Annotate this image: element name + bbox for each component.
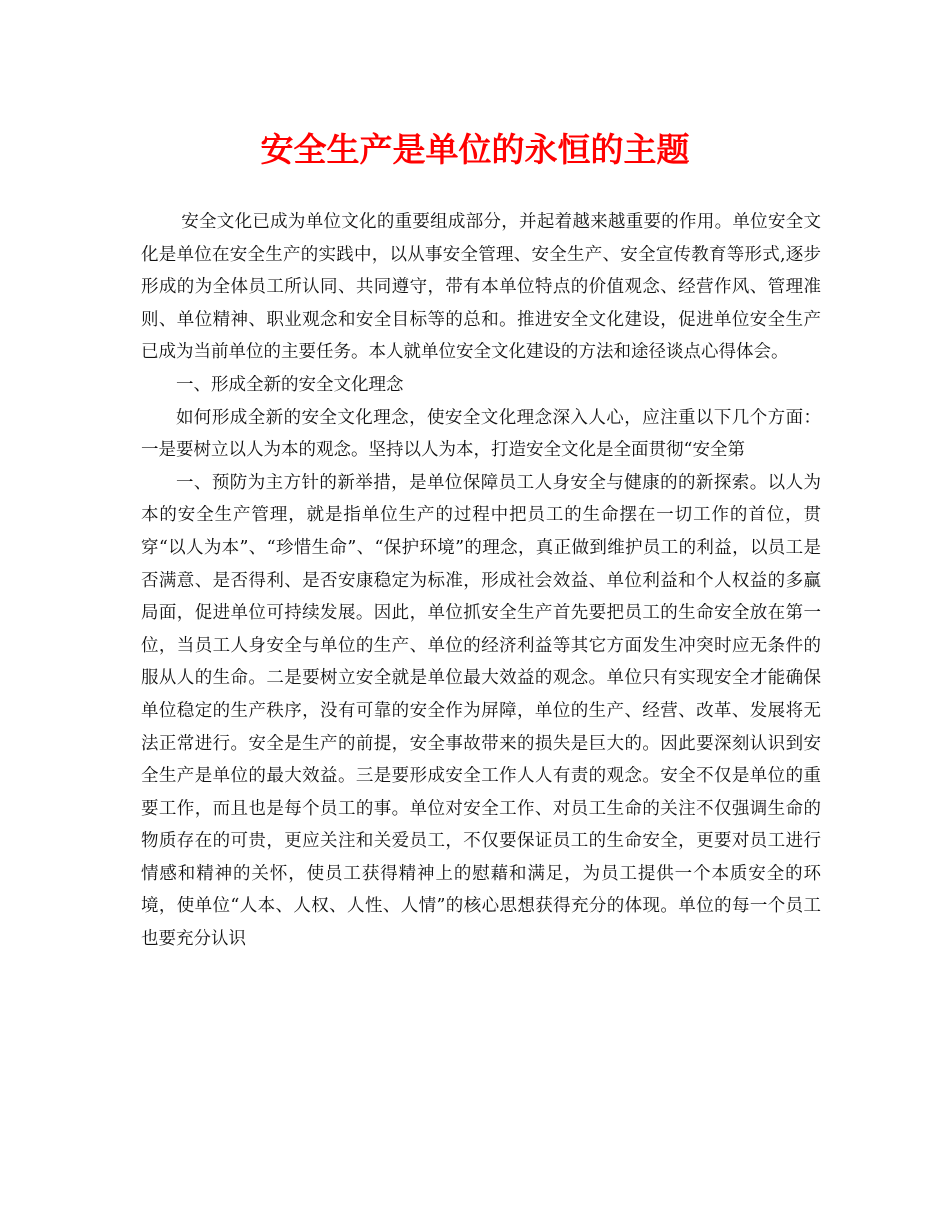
paragraph-2: 如何形成全新的安全文化理念，使安全文化理念深入人心，应注重以下几个方面：一是要树立以人为本的观念。坚持以人为本，打造安全文化是全面贯彻“安全第 [141,407,821,461]
document-title: 安全生产是单位的永恒的主题 [260,130,690,169]
section-heading-1: 一、形成全新的安全文化理念 [176,374,404,395]
paragraph-3: 一、预防为主方针的新举措，是单位保障员工人身安全与健康的的新探索。以人为本的安全生产管理，就是指单位生产的过程中把员工的生命摆在一切工作的首位，贯穿“以人为本”、“珍惜生命”、“保护环境”的理念，真正做到维护员工的利益，以员工是否满意、是否得利、是否安康稳定为标准，形成社会效益、单位利益和个人权益的多赢局面，促进单位可持续发展。因此，单位抓安全生产首先要把员工的生命安全放在第一位，当员工人身安全与单位的生产、单位的经济利益等其它方面发生冲突时应无条件的服从人的生命。二是要树立安全就是单位最大效益的观念。单位只有实现安全才能确保单位稳定的生产秩序，没有可靠的安全作为屏障，单位的生产、经营、改革、发展将无法正常进行。安全是生产的前提，安全事故带来的损失是巨大的。因此要深刻认识到安全生产是单位的最大效益。三是要形成安全工作人人有责的观念。安全不仅是单位的重要工作，而且也是每个员工的事。单位对安全工作、对员工生命的关注不仅强调生命的物质存在的可贵，更应关注和关爱员工，不仅要保证员工的生命安全，更要对员工进行情感和精神的关怀，使员工获得精神上的慰藉和满足，为员工提供一个本质安全的环境，使单位“人本、人权、人性、人情”的核心思想获得充分的体现。单位的每一个员工也要充分认识 [141,472,821,950]
paragraph-intro: 安全文化已成为单位文化的重要组成部分，并起着越来越重要的作用。单位安全文化是单位在安全生产的实践中，以从事安全管理、安全生产、安全宣传教育等形式,逐步形成的为全体员工所认同、共同遵守，带有本单位特点的价值观念、经营作风、管理准则、单位精神、职业观念和安全目标等的总和。推进安全文化建设，促进单位安全生产已成为当前单位的主要任务。本人就单位安全文化建设的方法和途径谈点心得体会。 [141,212,821,363]
document-body [141,206,821,956]
